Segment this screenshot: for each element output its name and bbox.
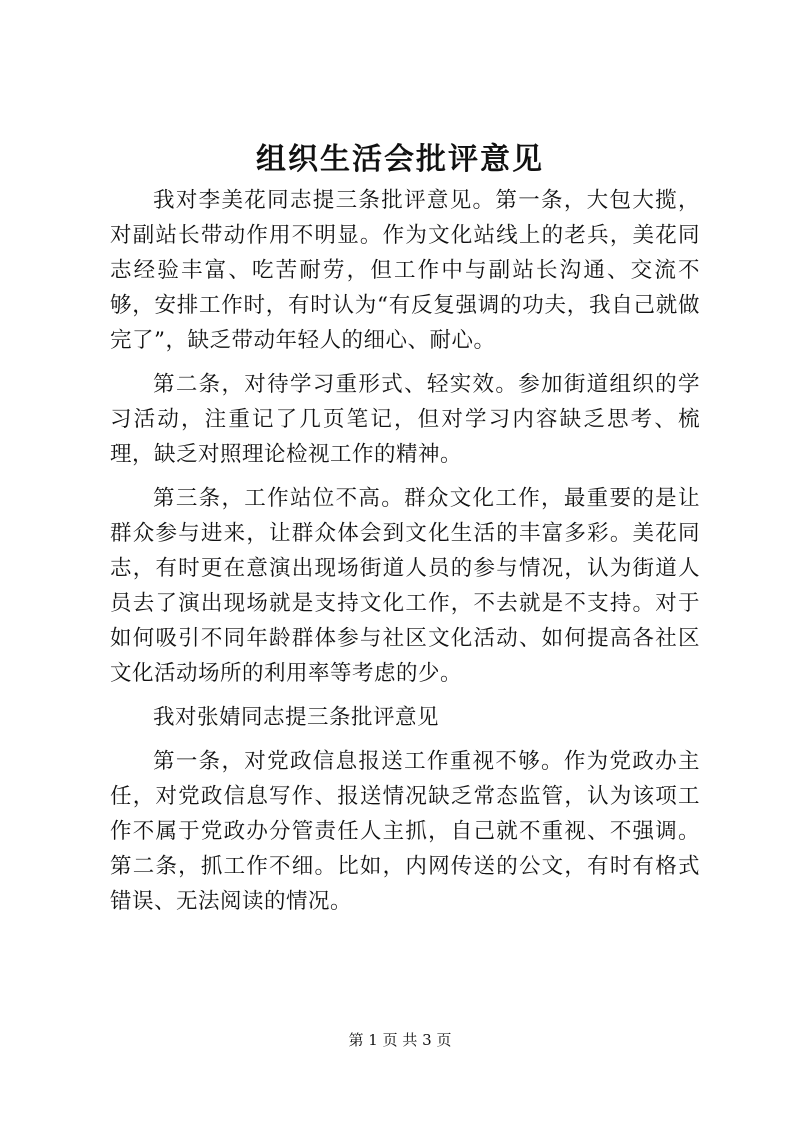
paragraph-1: 我对李美花同志提三条批评意见。第一条，大包大揽，对副站长带动作用不明显。作为文化站线上的老兵，美花同志经验丰富、吃苦耐劳，但工作中与副站长沟通、交流不够，安排工作时，有时认为“有反复强调的功夫，我自己就做完了”，缺乏带动年轻人的细心、耐心。 — [110, 188, 700, 353]
document-title: 组织生活会批评意见 — [256, 142, 544, 177]
page-footer: 第 1 页 共 3 页 — [348, 1031, 452, 1049]
paragraph-3: 第三条，工作站位不高。群众文化工作，最重要的是让群众参与进来，让群众体会到文化生活的丰富多彩。美花同志，有时更在意演出现场街道人员的参与情况，认为街道人员去了演出现场就是支持文化工作，不去就是不支持。对于如何吸引不同年龄群体参与社区文化活动、如何提高各社区文化活动场所的利用率等考虑的少。 — [110, 486, 700, 686]
paragraph-5: 第一条，对党政信息报送工作重视不够。作为党政办主任，对党政信息写作、报送情况缺乏常态监管，认为该项工作不属于党政办分管责任人主抓，自己就不重视、不强调。第二条，抓工作不细。比如，内网传送的公文，有时有格式错误、无法阅读的情况。 — [110, 749, 700, 914]
document-body — [110, 183, 700, 928]
paragraph-2: 第二条，对待学习重形式、轻实效。参加街道组织的学习活动，注重记了几页笔记，但对学习内容缺乏思考、梳理，缺乏对照理论检视工作的精神。 — [110, 372, 700, 467]
paragraph-4: 我对张婧同志提三条批评意见 — [153, 705, 440, 730]
